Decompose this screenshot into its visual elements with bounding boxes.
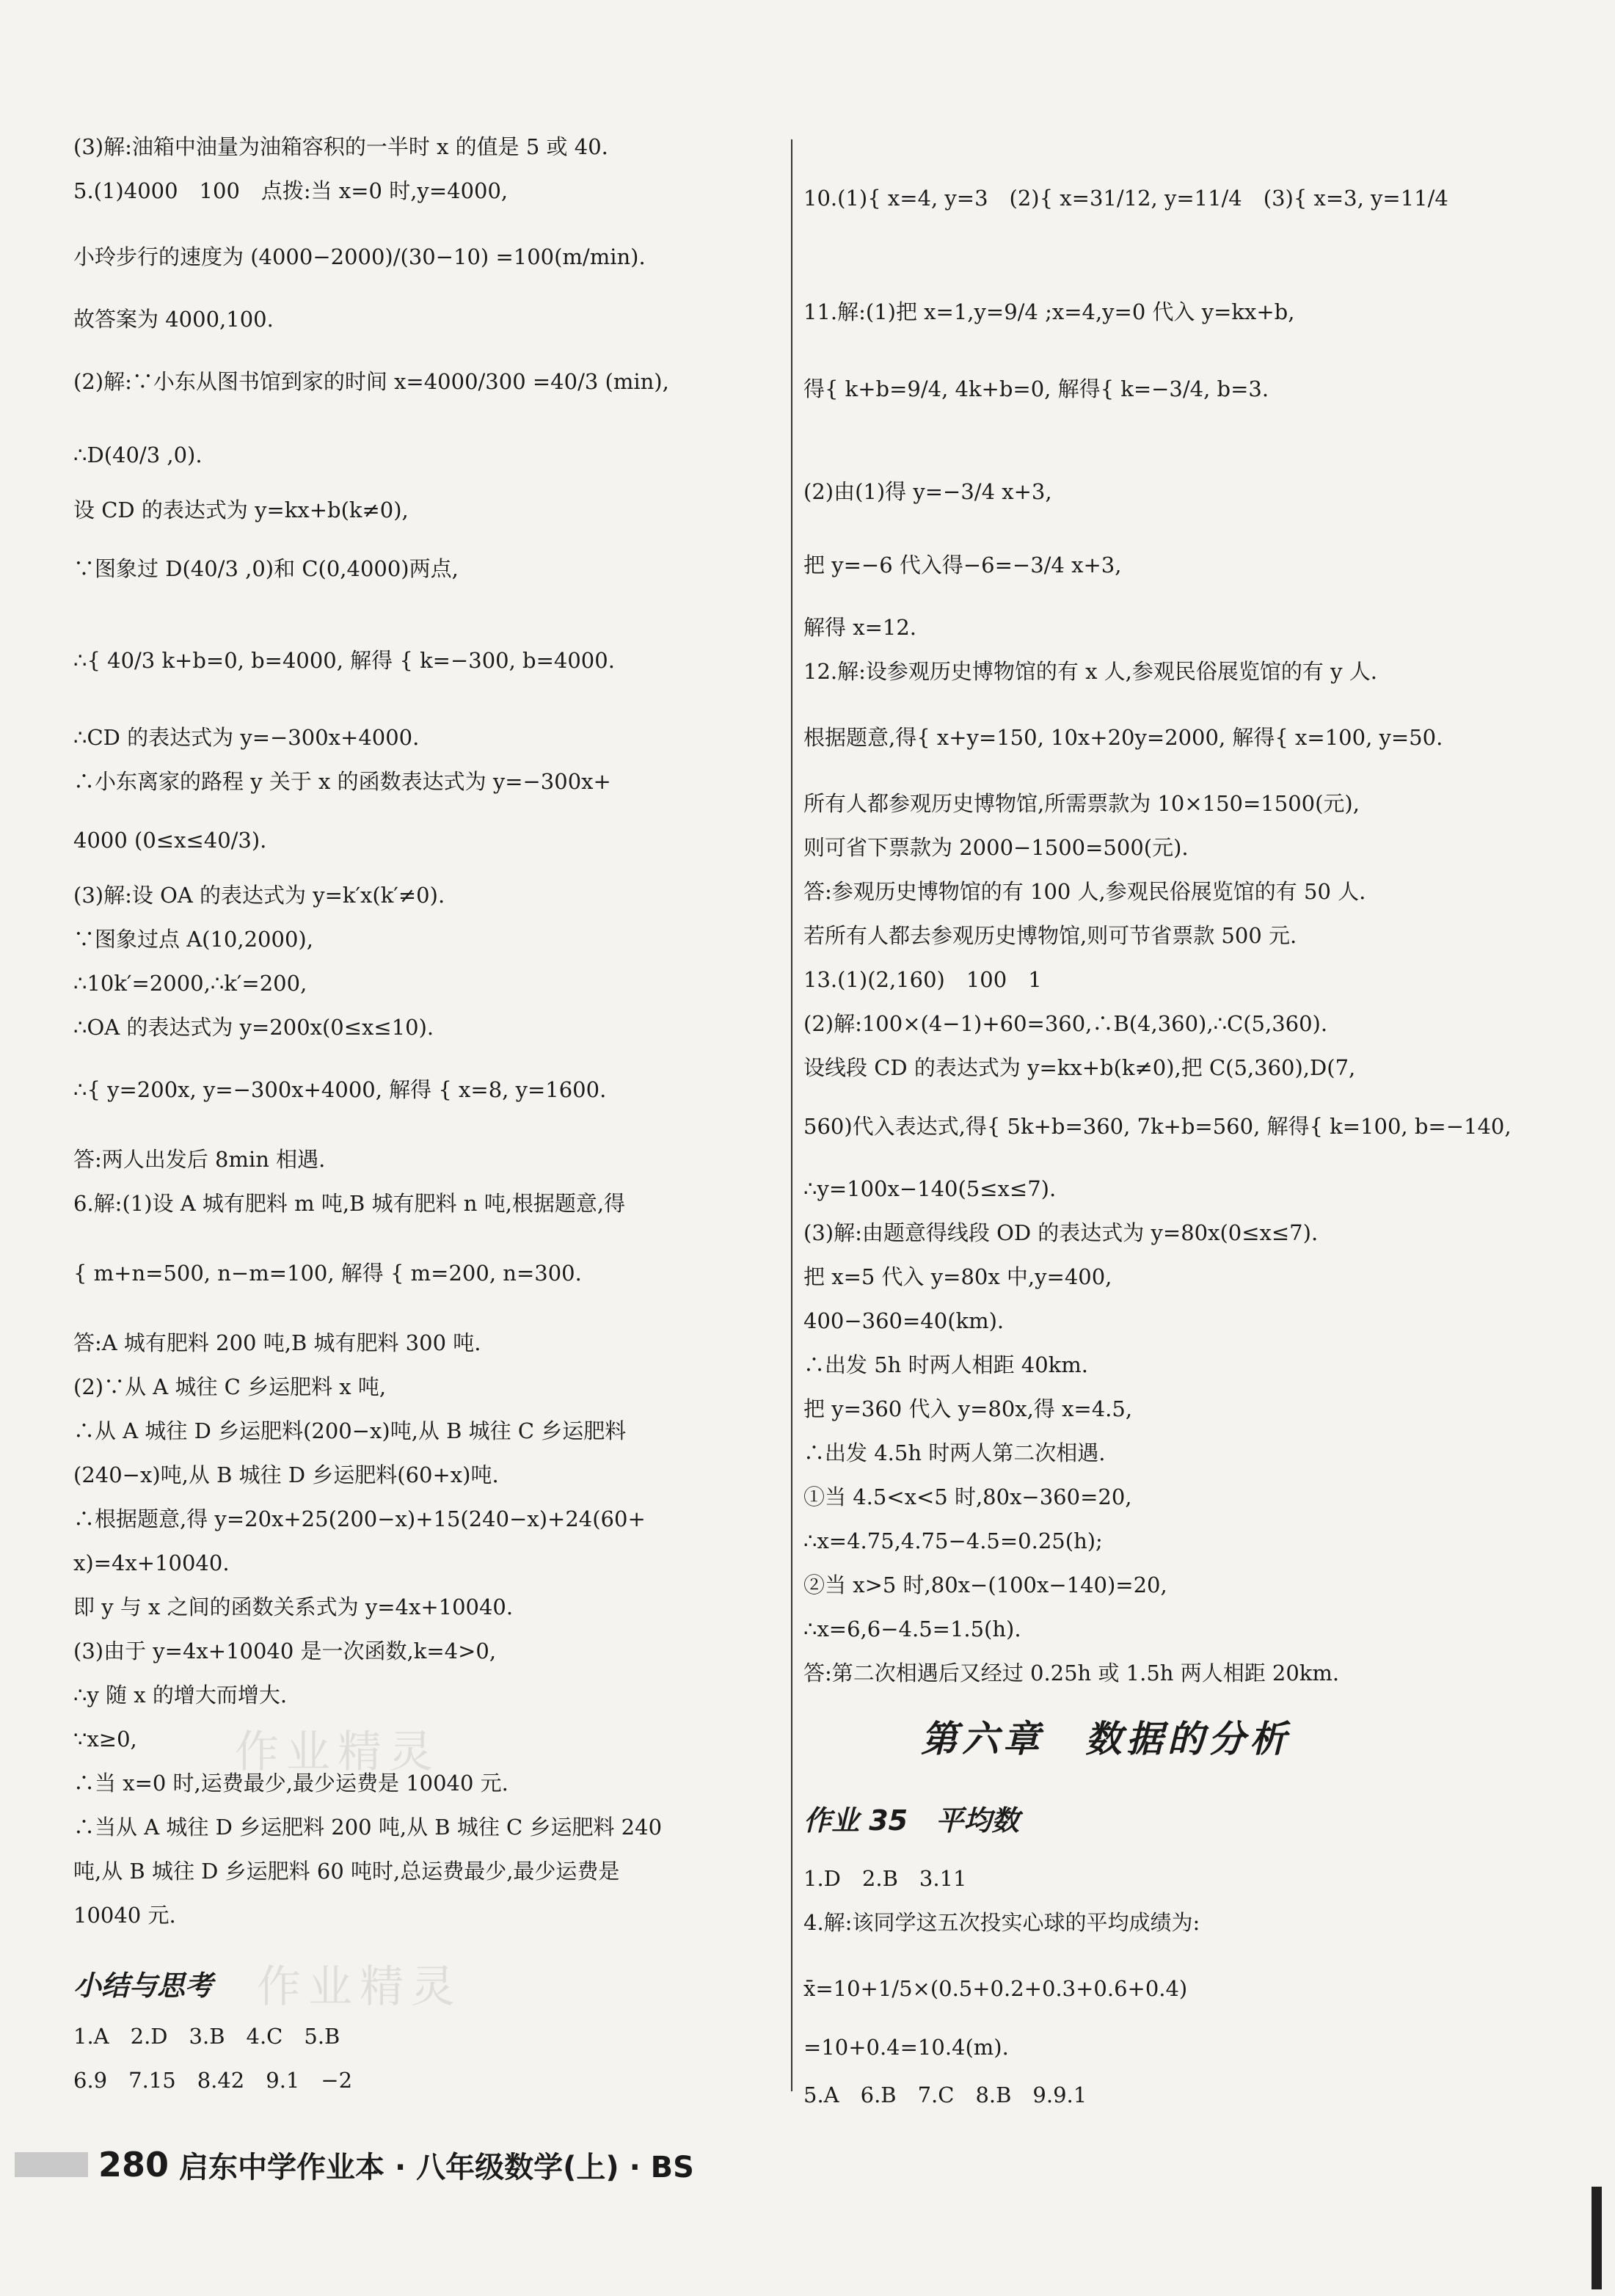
text-line: 1.D 2.B 3.11	[803, 1866, 967, 1891]
text-line: ①当 4.5<x<5 时,80x−360=20,	[803, 1484, 1132, 1509]
text-line: (2)∵从 A 城往 C 乡运肥料 x 吨,	[73, 1374, 387, 1399]
text-line: 12.解:设参观历史博物馆的有 x 人,参观民俗展览馆的有 y 人.	[803, 659, 1377, 684]
text-line: ∴出发 5h 时两人相距 40km.	[803, 1352, 1088, 1377]
text-line: 6.9 7.15 8.42 9.1 −2	[73, 2068, 353, 2093]
text-line: 即 y 与 x 之间的函数关系式为 y=4x+10040.	[73, 1595, 514, 1619]
column-divider	[791, 139, 792, 2091]
text-line: (2)解:100×(4−1)+60=360,∴B(4,360),∴C(5,360).	[803, 1011, 1328, 1036]
footer	[15, 2143, 694, 2187]
section-title: 作业 35 平均数	[803, 1804, 1020, 1837]
text-line: 所有人都参观历史博物馆,所需票款为 10×150=1500(元),	[803, 791, 1360, 816]
text-line: 把 x=5 代入 y=80x 中,y=400,	[803, 1264, 1112, 1289]
text-line: ∴OA 的表达式为 y=200x(0≤x≤10).	[73, 1015, 434, 1040]
text-line: ∴10k′=2000,∴k′=200,	[73, 971, 307, 996]
text-line: 设线段 CD 的表达式为 y=kx+b(k≠0),把 C(5,360),D(7,	[803, 1055, 1356, 1080]
text-line: 解得 x=12.	[803, 615, 916, 640]
text-line: 10.(1){ x=4, y=3 (2){ x=31/12, y=11/4 (3){ x=3, y=11/4	[803, 186, 1448, 211]
text-line: 1.A 2.D 3.B 4.C 5.B	[73, 2024, 340, 2049]
text-line: 5.(1)4000 100 点拨:当 x=0 时,y=4000,	[73, 178, 508, 203]
text-line: ∴x=6,6−4.5=1.5(h).	[803, 1617, 1021, 1641]
text-line: 4000 (0≤x≤40/3).	[73, 828, 267, 853]
text-line: 把 y=−6 代入得−6=−3/4 x+3,	[803, 553, 1122, 577]
text-line: 设 CD 的表达式为 y=kx+b(k≠0),	[73, 498, 409, 522]
text-line: ∴D(40/3 ,0).	[73, 442, 203, 467]
text-line: ∴{ 40/3 k+b=0, b=4000, 解得 { k=−300, b=4000.	[73, 648, 615, 673]
text-line: 答:第二次相遇后又经过 0.25h 或 1.5h 两人相距 20km.	[803, 1661, 1340, 1685]
text-line: ∴根据题意,得 y=20x+25(200−x)+15(240−x)+24(60+	[73, 1506, 646, 1531]
text-line: 13.(1)(2,160) 100 1	[803, 967, 1042, 992]
text-line: (3)解:设 OA 的表达式为 y=k′x(k′≠0).	[73, 883, 445, 908]
page-number: 280	[98, 2145, 169, 2184]
text-line: ②当 x>5 时,80x−(100x−140)=20,	[803, 1572, 1167, 1597]
text-line: 5.A 6.B 7.C 8.B 9.9.1	[803, 2082, 1087, 2107]
text-line: (3)解:油箱中油量为油箱容积的一半时 x 的值是 5 或 40.	[73, 134, 608, 159]
text-line: { m+n=500, n−m=100, 解得 { m=200, n=300.	[73, 1261, 582, 1286]
text-line: 560)代入表达式,得{ 5k+b=360, 7k+b=560, 解得{ k=100, b=−140,	[803, 1114, 1512, 1139]
text-line: 吨,从 B 城往 D 乡运肥料 60 吨时,总运费最少,最少运费是	[73, 1859, 620, 1884]
text-line: 小玲步行的速度为 (4000−2000)/(30−10) =100(m/min).	[73, 244, 646, 269]
text-line: 得{ k+b=9/4, 4k+b=0, 解得{ k=−3/4, b=3.	[803, 376, 1269, 401]
text-line: ∴小东离家的路程 y 关于 x 的函数表达式为 y=−300x+	[73, 769, 611, 794]
text-line: (3)由于 y=4x+10040 是一次函数,k=4>0,	[73, 1639, 497, 1663]
text-line: (2)解:∵小东从图书馆到家的时间 x=4000/300 =40/3 (min),	[73, 369, 669, 394]
footer-bar	[15, 2152, 88, 2177]
book-title: 启东中学作业本 · 八年级数学(上) · BS	[179, 2150, 694, 2184]
text-line: 4.解:该同学这五次投实心球的平均成绩为:	[803, 1910, 1200, 1935]
text-line: ∴当 x=0 时,运费最少,最少运费是 10040 元.	[73, 1771, 508, 1796]
text-line: ∴x=4.75,4.75−4.5=0.25(h);	[803, 1528, 1103, 1553]
text-line: 答:两人出发后 8min 相遇.	[73, 1147, 326, 1172]
summary-heading: 小结与思考	[73, 1969, 214, 2002]
text-line: 把 y=360 代入 y=80x,得 x=4.5,	[803, 1396, 1133, 1421]
text-line: 答:参观历史博物馆的有 100 人,参观民俗展览馆的有 50 人.	[803, 879, 1366, 904]
text-line: x)=4x+10040.	[73, 1550, 230, 1575]
text-line: 10040 元.	[73, 1903, 176, 1928]
text-line: 答:A 城有肥料 200 吨,B 城有肥料 300 吨.	[73, 1330, 481, 1355]
text-line: 根据题意,得{ x+y=150, 10x+20y=2000, 解得{ x=100, y=50.	[803, 725, 1443, 750]
chapter-title: 第六章 数据的分析	[921, 1718, 1291, 1760]
text-line: ∴y=100x−140(5≤x≤7).	[803, 1176, 1057, 1201]
text-line: 11.解:(1)把 x=1,y=9/4 ;x=4,y=0 代入 y=kx+b,	[803, 299, 1295, 324]
text-line: ∴当从 A 城往 D 乡运肥料 200 吨,从 B 城往 C 乡运肥料 240	[73, 1815, 663, 1840]
text-line: ∵x≥0,	[73, 1727, 137, 1752]
text-line: (240−x)吨,从 B 城往 D 乡运肥料(60+x)吨.	[73, 1462, 499, 1487]
text-line: ∴出发 4.5h 时两人第二次相遇.	[803, 1440, 1106, 1465]
text-line: (2)由(1)得 y=−3/4 x+3,	[803, 479, 1052, 504]
text-line: 若所有人都去参观历史博物馆,则可节省票款 500 元.	[803, 923, 1297, 948]
text-line: ∴{ y=200x, y=−300x+4000, 解得 { x=8, y=1600.	[73, 1077, 607, 1102]
text-line: 则可省下票款为 2000−1500=500(元).	[803, 835, 1189, 860]
text-line: ∴CD 的表达式为 y=−300x+4000.	[73, 725, 420, 750]
text-line: ∵图象过点 A(10,2000),	[73, 927, 313, 952]
text-line: ∵图象过 D(40/3 ,0)和 C(0,4000)两点,	[73, 556, 459, 581]
text-line: 400−360=40(km).	[803, 1308, 1005, 1333]
watermark: 作业精灵	[257, 1961, 462, 2013]
text-line: x̄=10+1/5×(0.5+0.2+0.3+0.6+0.4)	[803, 1976, 1188, 2001]
text-line: (3)解:由题意得线段 OD 的表达式为 y=80x(0≤x≤7).	[803, 1220, 1319, 1245]
watermark: 作业精灵	[235, 1727, 440, 1778]
text-line: 6.解:(1)设 A 城有肥料 m 吨,B 城有肥料 n 吨,根据题意,得	[73, 1191, 626, 1216]
text-line: =10+0.4=10.4(m).	[803, 2035, 1009, 2060]
text-line: 故答案为 4000,100.	[73, 307, 274, 332]
page-edge-mark	[1592, 2187, 1602, 2289]
text-line: ∴从 A 城往 D 乡运肥料(200−x)吨,从 B 城往 C 乡运肥料	[73, 1418, 627, 1443]
text-line: ∴y 随 x 的增大而增大.	[73, 1683, 288, 1708]
